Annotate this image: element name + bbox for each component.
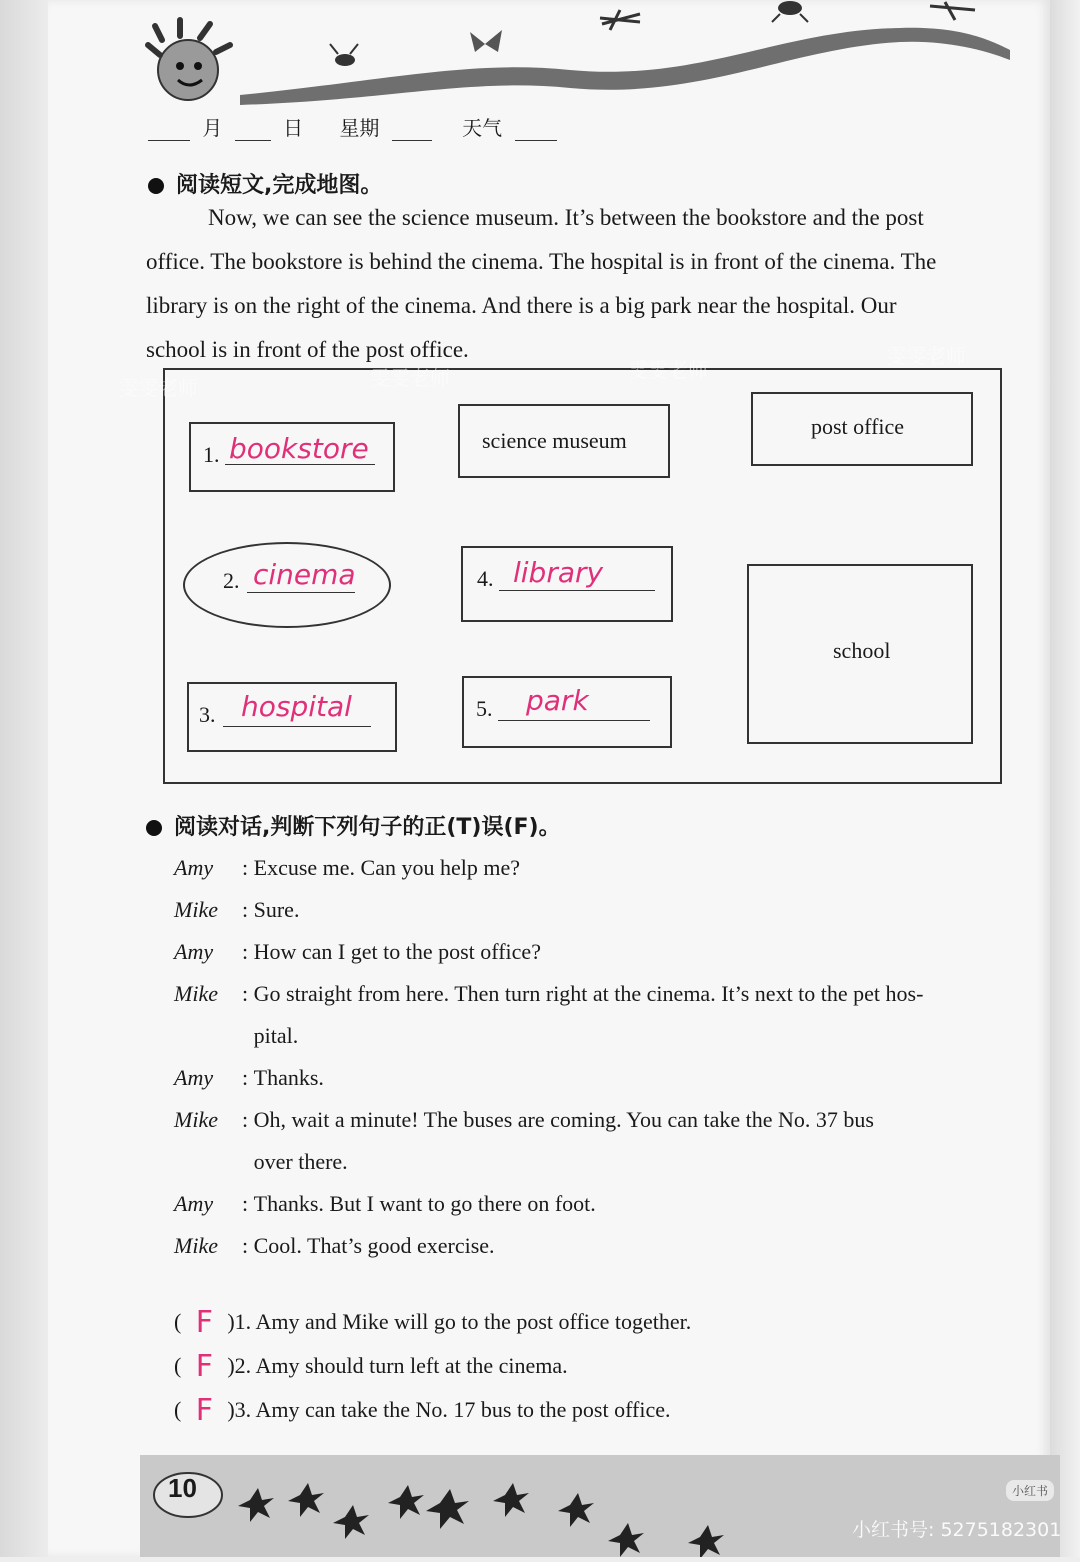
map-box-post-office bbox=[751, 392, 973, 466]
tf-questions bbox=[174, 1300, 1034, 1432]
school-label: school bbox=[833, 638, 891, 663]
post-office-label: post office bbox=[811, 414, 905, 439]
map-frame bbox=[163, 368, 1002, 784]
dialogue-turn: Mike : Go straight from here. Then turn right at the cinema. It’s next to the pet hos- pital. bbox=[174, 981, 924, 1048]
page-number: 10 bbox=[168, 1473, 197, 1503]
dialogue-turn: Mike : Cool. That’s good exercise. bbox=[174, 1233, 495, 1258]
answer-park: park bbox=[526, 684, 589, 717]
blank-number: 1. bbox=[203, 442, 220, 467]
map-box-school bbox=[747, 564, 973, 744]
bullet-icon bbox=[146, 820, 162, 836]
blank-number: 5. bbox=[476, 696, 493, 721]
map-box-hospital bbox=[187, 682, 397, 752]
dialogue-turn: Mike : Oh, wait a minute! The buses are coming. You can take the No. 37 bus over there. bbox=[174, 1107, 874, 1174]
dialogue-line: pital. bbox=[253, 1023, 299, 1048]
map-box-science-museum bbox=[458, 404, 670, 478]
blank-number: 4. bbox=[477, 566, 494, 591]
xiaohongshu-id-watermark: 小红书号: 5275182301 bbox=[852, 1519, 1062, 1541]
speaker-name: Amy bbox=[174, 855, 214, 880]
blank-number: 3. bbox=[199, 702, 216, 727]
passage-line: office. The bookstore is behind the cinema. The hospital is in front of the cinema. The bbox=[146, 249, 937, 274]
passage-line: library is on the right of the cinema. And there is a big park near the hospital. Our bbox=[146, 293, 897, 318]
answer-line bbox=[247, 592, 355, 593]
header-decoration bbox=[140, 0, 1020, 110]
dialogue-turn: Mike : Sure. bbox=[174, 897, 300, 922]
speaker-name: Mike bbox=[174, 1233, 218, 1258]
month-label: 月 bbox=[202, 116, 223, 140]
sun-mascot-icon bbox=[148, 20, 230, 100]
weekday-blank bbox=[392, 122, 432, 141]
weather-blank bbox=[515, 122, 557, 141]
speaker-name: Amy bbox=[174, 1191, 214, 1216]
page-edge-right bbox=[1050, 0, 1080, 1557]
map-box-park bbox=[462, 676, 672, 748]
page-edge-left bbox=[0, 0, 48, 1557]
bee-icon bbox=[330, 44, 358, 66]
tf-answer: F bbox=[195, 1304, 213, 1340]
map-box-library bbox=[461, 546, 673, 622]
map-oval-cinema bbox=[183, 542, 391, 628]
answer-bookstore: bookstore bbox=[229, 432, 369, 465]
watermark-overlay: 雯雯老师 bbox=[118, 376, 198, 400]
answer-line bbox=[498, 720, 650, 721]
section1-title-text: 阅读短文,完成地图。 bbox=[176, 173, 383, 198]
bullet-icon bbox=[148, 178, 164, 194]
speaker-name: Amy bbox=[174, 939, 214, 964]
passage-line: school is in front of the post office. bbox=[146, 337, 469, 362]
dialogue-line: over there. bbox=[253, 1149, 348, 1174]
bug-icon bbox=[772, 1, 808, 22]
section1-title bbox=[148, 168, 382, 199]
day-blank bbox=[235, 122, 271, 141]
month-blank bbox=[148, 122, 190, 141]
tf-answer: F bbox=[195, 1348, 213, 1384]
dialogue-line: How can I get to the post office? bbox=[253, 939, 541, 964]
blank-number: 2. bbox=[223, 568, 240, 593]
tf-question: ( F )1. Amy and Mike will go to the post office together. bbox=[174, 1304, 692, 1340]
tf-answer: F bbox=[195, 1392, 213, 1428]
dialogue-line: Go straight from here. Then turn right at the cinema. It’s next to the pet hos- bbox=[253, 981, 924, 1006]
dialogue-turn: Amy : Thanks. But I want to go there on foot. bbox=[174, 1191, 596, 1216]
dragonfly-icon bbox=[600, 10, 640, 30]
answer-cinema: cinema bbox=[253, 558, 356, 591]
speaker-name: Mike bbox=[174, 897, 218, 922]
section2-title bbox=[146, 810, 561, 841]
date-header bbox=[148, 112, 563, 141]
answer-hospital: hospital bbox=[241, 690, 352, 723]
dialogue-line: Sure. bbox=[253, 897, 300, 922]
weekday-label: 星期 bbox=[339, 116, 380, 140]
dialogue-turn: Amy : How can I get to the post office? bbox=[174, 939, 541, 964]
dialogue-line: Thanks. But I want to go there on foot. bbox=[253, 1191, 596, 1216]
passage-line: Now, we can see the science museum. It’s between the bookstore and the post bbox=[208, 205, 924, 230]
xiaohongshu-badge: 小红书 bbox=[1006, 1480, 1054, 1501]
speaker-name: Amy bbox=[174, 1065, 214, 1090]
map-box-bookstore bbox=[189, 422, 395, 492]
answer-line bbox=[499, 590, 655, 591]
day-label: 日 bbox=[283, 116, 304, 140]
speaker-name: Mike bbox=[174, 1107, 218, 1132]
speaker-name: Mike bbox=[174, 981, 218, 1006]
watermark-overlay: 雯雯老师 bbox=[886, 344, 966, 368]
tf-question-text: )2. Amy should turn left at the cinema. bbox=[227, 1353, 568, 1378]
tf-question: ( F )2. Amy should turn left at the cinema. bbox=[174, 1348, 568, 1384]
dialogue-turn: Amy : Thanks. bbox=[174, 1065, 324, 1090]
dialogue-line: Cool. That’s good exercise. bbox=[253, 1233, 495, 1258]
weather-label: 天气 bbox=[462, 116, 503, 140]
dialogue-line: Oh, wait a minute! The buses are coming. You can take the No. 37 bus bbox=[253, 1107, 874, 1132]
answer-library: library bbox=[513, 556, 604, 589]
dialogue-line: Thanks. bbox=[253, 1065, 324, 1090]
dialogue bbox=[174, 855, 1034, 1275]
tf-question: ( F )3. Amy can take the No. 17 bus to the post office. bbox=[174, 1392, 671, 1428]
section2-title-text: 阅读对话,判断下列句子的正(T)误(F)。 bbox=[174, 815, 561, 840]
butterfly-icon bbox=[470, 30, 502, 52]
watermark-overlay: 雯雯老师 bbox=[370, 366, 450, 390]
dialogue-line: Excuse me. Can you help me? bbox=[253, 855, 520, 880]
tf-question-text: )3. Amy can take the No. 17 bus to the post office. bbox=[227, 1397, 671, 1422]
dialogue-turn: Amy : Excuse me. Can you help me? bbox=[174, 855, 520, 880]
answer-line bbox=[223, 726, 371, 727]
science-museum-label: science museum bbox=[482, 428, 627, 453]
dragonfly-icon-2 bbox=[930, 2, 975, 20]
watermark-overlay: 雯雯老师 bbox=[628, 358, 708, 382]
tf-question-text: )1. Amy and Mike will go to the post office together. bbox=[227, 1309, 692, 1334]
